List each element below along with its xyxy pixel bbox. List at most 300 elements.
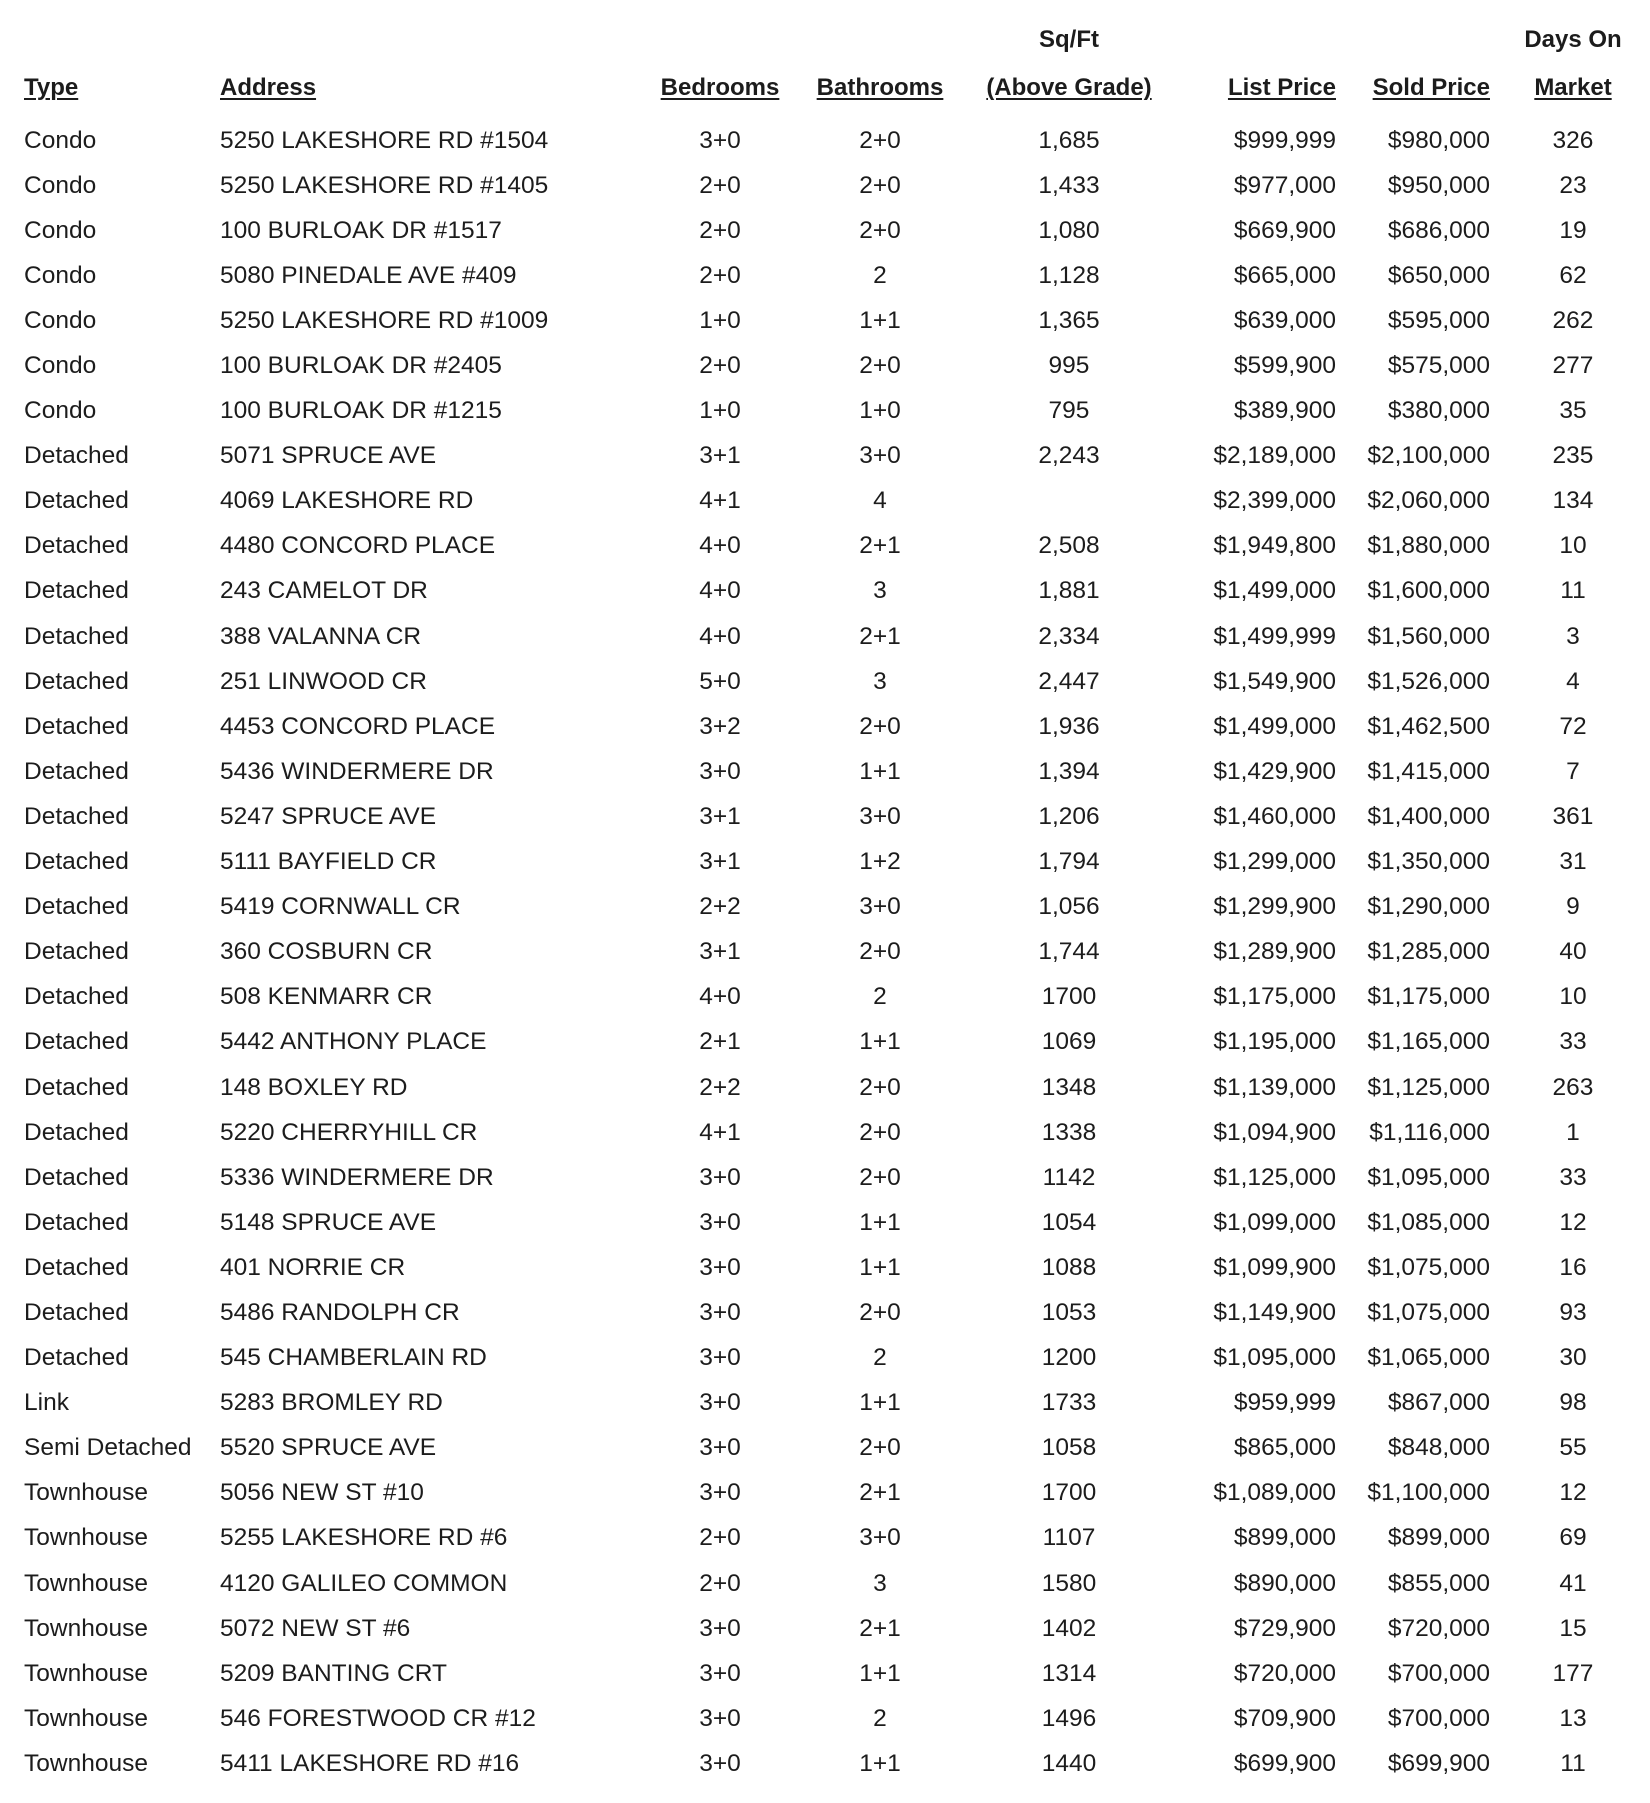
cell-type: Detached: [24, 983, 129, 1011]
cell-sqft: 1069: [1041, 1028, 1097, 1056]
cell-days-on-market: 1: [1566, 1118, 1580, 1146]
cell-type: Detached: [24, 442, 129, 470]
cell-bedrooms: 3+0: [699, 1163, 741, 1191]
cell-list-price: $599,900: [1233, 352, 1336, 380]
sold-listings-table: [12, 16, 1628, 1786]
cell-sold-price: $1,100,000: [1367, 1479, 1490, 1507]
cell-bedrooms: 3+0: [699, 757, 741, 785]
cell-days-on-market: 69: [1559, 1524, 1587, 1552]
cell-sold-price: $700,000: [1387, 1704, 1490, 1732]
cell-bedrooms: 1+0: [699, 306, 741, 334]
cell-days-on-market: 11: [1560, 577, 1586, 605]
cell-days-on-market: 177: [1552, 1659, 1594, 1687]
table-row: [12, 1606, 1628, 1651]
cell-bedrooms: 3+0: [699, 1479, 741, 1507]
table-row: [12, 1426, 1628, 1471]
cell-days-on-market: 33: [1559, 1028, 1587, 1056]
cell-sqft: 1700: [1041, 983, 1097, 1011]
cell-bathrooms: 2+0: [859, 1163, 901, 1191]
column-header-days-on-market: [1500, 16, 1628, 118]
cell-bathrooms: 1+0: [859, 397, 901, 425]
table-row: [12, 794, 1628, 839]
cell-sold-price: $1,065,000: [1367, 1344, 1490, 1372]
table-row: [12, 704, 1628, 749]
cell-sqft: 1,685: [1038, 126, 1100, 154]
cell-days-on-market: 326: [1552, 126, 1594, 154]
cell-sqft: 1,744: [1038, 938, 1100, 966]
cell-address: 251 LINWOOD CR: [220, 667, 427, 695]
cell-sqft: 1,881: [1038, 577, 1100, 605]
cell-address: 5220 CHERRYHILL CR: [220, 1118, 478, 1146]
cell-address: 545 CHAMBERLAIN RD: [220, 1344, 487, 1372]
cell-sqft: 1,365: [1038, 306, 1100, 334]
table-row: [12, 1696, 1628, 1741]
table-row: [12, 1020, 1628, 1065]
cell-sold-price: $1,095,000: [1367, 1163, 1490, 1191]
cell-sqft: 1338: [1041, 1118, 1097, 1146]
cell-bedrooms: 5+0: [699, 667, 741, 695]
cell-bedrooms: 2+0: [699, 1569, 741, 1597]
table-row: [12, 1561, 1628, 1606]
cell-bathrooms: 3+0: [859, 802, 901, 830]
cell-address: 5071 SPRUCE AVE: [220, 442, 437, 470]
cell-address: 5080 PINEDALE AVE #409: [220, 261, 517, 289]
cell-sold-price: $650,000: [1387, 261, 1490, 289]
table-row: [12, 118, 1628, 163]
cell-bedrooms: 3+1: [699, 802, 741, 830]
cell-sold-price: $1,290,000: [1367, 893, 1490, 921]
cell-sold-price: $855,000: [1387, 1569, 1490, 1597]
cell-address: 100 BURLOAK DR #1517: [220, 216, 502, 244]
cell-list-price: $1,149,900: [1213, 1298, 1336, 1326]
cell-bathrooms: 2: [873, 1344, 887, 1372]
cell-list-price: $1,175,000: [1213, 983, 1336, 1011]
cell-sqft: 1733: [1041, 1389, 1097, 1417]
column-header-sqft: [960, 16, 1178, 118]
cell-bedrooms: 4+1: [699, 1118, 741, 1146]
cell-days-on-market: 277: [1552, 352, 1594, 380]
cell-bathrooms: 2+0: [859, 352, 901, 380]
cell-bathrooms: 3+0: [859, 893, 901, 921]
table-row: [12, 1065, 1628, 1110]
cell-address: 5250 LAKESHORE RD #1009: [220, 306, 549, 334]
cell-sold-price: $1,400,000: [1367, 802, 1490, 830]
cell-bathrooms: 2: [873, 983, 887, 1011]
cell-list-price: $709,900: [1233, 1704, 1336, 1732]
cell-days-on-market: 12: [1559, 1208, 1587, 1236]
table-row: [12, 298, 1628, 343]
table-row: [12, 569, 1628, 614]
cell-type: Detached: [24, 1208, 129, 1236]
cell-sold-price: $899,000: [1387, 1524, 1490, 1552]
cell-list-price: $1,099,900: [1213, 1253, 1336, 1281]
cell-bathrooms: 2+0: [859, 171, 901, 199]
cell-days-on-market: 13: [1559, 1704, 1587, 1732]
table-row: [12, 885, 1628, 930]
cell-bedrooms: 4+0: [699, 532, 741, 560]
cell-type: Condo: [24, 171, 97, 199]
cell-days-on-market: 9: [1566, 893, 1580, 921]
cell-sqft: 2,508: [1038, 532, 1100, 560]
cell-address: 5072 NEW ST #6: [220, 1614, 411, 1642]
cell-list-price: $1,089,000: [1213, 1479, 1336, 1507]
cell-list-price: $1,099,000: [1213, 1208, 1336, 1236]
cell-bathrooms: 2: [873, 261, 887, 289]
cell-days-on-market: 4: [1566, 667, 1580, 695]
cell-type: Townhouse: [24, 1659, 148, 1687]
cell-bedrooms: 3+0: [699, 1253, 741, 1281]
cell-list-price: $720,000: [1233, 1659, 1336, 1687]
cell-sold-price: $1,125,000: [1367, 1073, 1490, 1101]
cell-sqft: 2,447: [1038, 667, 1100, 695]
cell-bedrooms: 3+1: [699, 848, 741, 876]
cell-bathrooms: 2+0: [859, 126, 901, 154]
cell-days-on-market: 33: [1559, 1163, 1587, 1191]
cell-type: Townhouse: [24, 1524, 148, 1552]
cell-sqft: 1142: [1042, 1163, 1096, 1191]
cell-type: Detached: [24, 1344, 129, 1372]
cell-bedrooms: 3+0: [699, 126, 741, 154]
cell-sold-price: $575,000: [1387, 352, 1490, 380]
cell-sqft: 1,794: [1038, 848, 1100, 876]
cell-sqft: 1,433: [1038, 171, 1100, 199]
cell-address: 5442 ANTHONY PLACE: [220, 1028, 487, 1056]
cell-type: Condo: [24, 261, 97, 289]
cell-address: 388 VALANNA CR: [220, 622, 422, 650]
cell-days-on-market: 93: [1559, 1298, 1587, 1326]
cell-bathrooms: 3: [873, 667, 887, 695]
cell-bathrooms: 1+1: [859, 1253, 901, 1281]
cell-sqft: 1200: [1041, 1344, 1097, 1372]
cell-type: Condo: [24, 306, 97, 334]
cell-sqft: 1088: [1041, 1253, 1097, 1281]
cell-list-price: $899,000: [1233, 1524, 1336, 1552]
cell-sold-price: $1,526,000: [1367, 667, 1490, 695]
cell-sold-price: $1,165,000: [1367, 1028, 1490, 1056]
cell-days-on-market: 31: [1559, 848, 1587, 876]
cell-address: 5148 SPRUCE AVE: [220, 1208, 437, 1236]
table-row: [12, 343, 1628, 388]
cell-address: 5255 LAKESHORE RD #6: [220, 1524, 508, 1552]
table-row: [12, 1245, 1628, 1290]
cell-address: 148 BOXLEY RD: [220, 1073, 408, 1101]
cell-address: 4480 CONCORD PLACE: [220, 532, 496, 560]
cell-days-on-market: 12: [1559, 1479, 1587, 1507]
cell-bedrooms: 2+0: [699, 216, 741, 244]
cell-sqft: 1348: [1041, 1073, 1097, 1101]
cell-sqft: 1440: [1041, 1749, 1097, 1777]
cell-list-price: $1,429,900: [1213, 757, 1336, 785]
cell-bedrooms: 3+0: [699, 1704, 741, 1732]
cell-type: Detached: [24, 757, 129, 785]
cell-type: Condo: [24, 126, 97, 154]
cell-bedrooms: 3+0: [699, 1434, 741, 1462]
table-row: [12, 479, 1628, 524]
cell-sold-price: $720,000: [1387, 1614, 1490, 1642]
cell-type: Detached: [24, 1298, 129, 1326]
cell-sqft: 1,080: [1038, 216, 1100, 244]
table-row: [12, 975, 1628, 1020]
table-row: [12, 1651, 1628, 1696]
cell-list-price: $639,000: [1233, 306, 1336, 334]
cell-bedrooms: 3+0: [699, 1614, 741, 1642]
cell-address: 5250 LAKESHORE RD #1405: [220, 171, 549, 199]
cell-days-on-market: 72: [1559, 712, 1587, 740]
cell-type: Semi Detached: [24, 1434, 192, 1462]
cell-list-price: $2,189,000: [1213, 442, 1336, 470]
cell-list-price: $1,949,800: [1213, 532, 1336, 560]
cell-sqft: 995: [1048, 352, 1090, 380]
cell-bedrooms: 3+0: [699, 1389, 741, 1417]
cell-days-on-market: 98: [1559, 1389, 1587, 1417]
cell-address: 5336 WINDERMERE DR: [220, 1163, 494, 1191]
cell-bedrooms: 3+0: [699, 1659, 741, 1687]
cell-sqft: 1,394: [1038, 757, 1100, 785]
cell-sold-price: $1,116,000: [1369, 1118, 1490, 1146]
column-header-bedrooms: Bedrooms: [660, 74, 780, 101]
cell-days-on-market: 7: [1566, 757, 1580, 785]
cell-days-on-market: 16: [1559, 1253, 1587, 1281]
cell-address: 5419 CORNWALL CR: [220, 893, 461, 921]
cell-sold-price: $686,000: [1387, 216, 1490, 244]
cell-bathrooms: 2+1: [859, 622, 901, 650]
cell-days-on-market: 361: [1552, 802, 1594, 830]
column-header-dom-line1: Days On: [1524, 26, 1622, 53]
cell-list-price: $669,900: [1233, 216, 1336, 244]
cell-bedrooms: 3+0: [699, 1749, 741, 1777]
cell-bathrooms: 2+1: [859, 1479, 901, 1507]
cell-sold-price: $1,075,000: [1367, 1298, 1490, 1326]
cell-bedrooms: 4+1: [699, 487, 741, 515]
table-row: [12, 163, 1628, 208]
table-row: [12, 1741, 1628, 1786]
cell-address: 360 COSBURN CR: [220, 938, 433, 966]
table-row: [12, 253, 1628, 298]
cell-list-price: $1,549,900: [1213, 667, 1336, 695]
cell-sqft: 1580: [1041, 1569, 1097, 1597]
cell-list-price: $665,000: [1233, 261, 1336, 289]
cell-list-price: $1,299,000: [1213, 848, 1336, 876]
cell-type: Condo: [24, 352, 97, 380]
cell-list-price: $1,139,000: [1213, 1073, 1336, 1101]
cell-address: 5111 BAYFIELD CR: [220, 848, 437, 876]
cell-type: Detached: [24, 938, 129, 966]
cell-bathrooms: 4: [873, 487, 887, 515]
cell-list-price: $1,095,000: [1213, 1344, 1336, 1372]
cell-list-price: $1,499,999: [1213, 622, 1336, 650]
cell-list-price: $1,299,900: [1213, 893, 1336, 921]
cell-sqft: 1107: [1042, 1524, 1096, 1552]
cell-type: Detached: [24, 1163, 129, 1191]
cell-type: Townhouse: [24, 1479, 148, 1507]
cell-sqft: 1314: [1041, 1659, 1097, 1687]
cell-list-price: $389,900: [1233, 397, 1336, 425]
cell-bathrooms: 2+0: [859, 1073, 901, 1101]
table-row: [12, 1516, 1628, 1561]
cell-address: 100 BURLOAK DR #1215: [220, 397, 502, 425]
cell-address: 5250 LAKESHORE RD #1504: [220, 126, 549, 154]
cell-bathrooms: 1+2: [859, 848, 901, 876]
cell-address: 5520 SPRUCE AVE: [220, 1434, 437, 1462]
cell-sqft: [960, 479, 1178, 524]
cell-bedrooms: 1+0: [699, 397, 741, 425]
cell-bedrooms: 2+0: [699, 352, 741, 380]
cell-sqft: 1,128: [1038, 261, 1100, 289]
cell-type: Detached: [24, 1028, 129, 1056]
cell-sqft: 1,936: [1038, 712, 1100, 740]
cell-list-price: $977,000: [1233, 171, 1336, 199]
cell-type: Detached: [24, 1118, 129, 1146]
cell-list-price: $729,900: [1233, 1614, 1336, 1642]
cell-sold-price: $1,175,000: [1367, 983, 1490, 1011]
cell-sqft: 1053: [1041, 1298, 1097, 1326]
table-row: [12, 840, 1628, 885]
table-row: [12, 434, 1628, 479]
cell-type: Detached: [24, 1253, 129, 1281]
table-row: [12, 1471, 1628, 1516]
cell-bedrooms: 3+2: [699, 712, 741, 740]
cell-bedrooms: 2+2: [699, 893, 741, 921]
cell-bedrooms: 2+1: [699, 1028, 741, 1056]
cell-sold-price: $848,000: [1387, 1434, 1490, 1462]
cell-days-on-market: 263: [1552, 1073, 1594, 1101]
cell-bathrooms: 1+1: [859, 757, 901, 785]
table-row: [12, 208, 1628, 253]
table-row: [12, 659, 1628, 704]
column-header-sold-price: Sold Price: [1372, 74, 1490, 101]
cell-bathrooms: 3+0: [859, 442, 901, 470]
cell-bathrooms: 2+0: [859, 1298, 901, 1326]
cell-bathrooms: 2+0: [859, 216, 901, 244]
table-row: [12, 1381, 1628, 1426]
cell-bedrooms: 2+2: [699, 1073, 741, 1101]
cell-bedrooms: 2+0: [699, 1524, 741, 1552]
cell-list-price: $699,900: [1233, 1749, 1336, 1777]
cell-type: Condo: [24, 397, 97, 425]
cell-type: Link: [24, 1389, 69, 1417]
column-header-bathrooms: Bathrooms: [816, 74, 944, 101]
cell-type: Detached: [24, 802, 129, 830]
cell-address: 5411 LAKESHORE RD #16: [220, 1749, 520, 1777]
cell-days-on-market: 134: [1552, 487, 1594, 515]
cell-bathrooms: 1+1: [859, 306, 901, 334]
cell-address: 5209 BANTING CRT: [220, 1659, 447, 1687]
cell-sold-price: $950,000: [1387, 171, 1490, 199]
cell-list-price: $890,000: [1233, 1569, 1336, 1597]
cell-address: 5283 BROMLEY RD: [220, 1389, 443, 1417]
cell-bedrooms: 3+0: [699, 1344, 741, 1372]
cell-address: 100 BURLOAK DR #2405: [220, 352, 502, 380]
cell-bathrooms: 2+1: [859, 1614, 901, 1642]
cell-days-on-market: 23: [1559, 171, 1587, 199]
cell-type: Detached: [24, 893, 129, 921]
cell-type: Townhouse: [24, 1569, 148, 1597]
cell-days-on-market: 15: [1559, 1614, 1587, 1642]
cell-list-price: $1,125,000: [1213, 1163, 1336, 1191]
cell-sold-price: $1,350,000: [1367, 848, 1490, 876]
cell-type: Detached: [24, 577, 129, 605]
cell-sold-price: $980,000: [1387, 126, 1490, 154]
cell-bedrooms: 4+0: [699, 577, 741, 605]
cell-bathrooms: 2+0: [859, 1434, 901, 1462]
cell-type: Townhouse: [24, 1614, 148, 1642]
cell-sqft: 1402: [1041, 1614, 1097, 1642]
cell-list-price: $1,094,900: [1213, 1118, 1336, 1146]
table-row: [12, 1290, 1628, 1335]
table-row: [12, 1200, 1628, 1245]
cell-address: 4069 LAKESHORE RD: [220, 487, 474, 515]
cell-days-on-market: 55: [1559, 1434, 1587, 1462]
cell-bathrooms: 3: [873, 577, 887, 605]
table-header: [12, 16, 1628, 118]
column-header-address: Address: [220, 74, 317, 101]
cell-address: 4453 CONCORD PLACE: [220, 712, 496, 740]
table-row: [12, 1155, 1628, 1200]
cell-days-on-market: 3: [1566, 622, 1580, 650]
cell-days-on-market: 10: [1559, 532, 1587, 560]
table-row: [12, 930, 1628, 975]
table-row: [12, 389, 1628, 434]
cell-bathrooms: 2+1: [859, 532, 901, 560]
cell-type: Detached: [24, 712, 129, 740]
cell-sold-price: $2,100,000: [1367, 442, 1490, 470]
cell-bedrooms: 3+1: [699, 442, 741, 470]
cell-sqft: 2,243: [1038, 442, 1100, 470]
cell-address: 5486 RANDOLPH CR: [220, 1298, 460, 1326]
cell-bathrooms: 3+0: [859, 1524, 901, 1552]
cell-sqft: 1,056: [1038, 893, 1100, 921]
cell-sold-price: $380,000: [1387, 397, 1490, 425]
cell-type: Detached: [24, 667, 129, 695]
cell-bathrooms: 2+0: [859, 938, 901, 966]
cell-sold-price: $2,060,000: [1367, 487, 1490, 515]
cell-bathrooms: 2: [873, 1704, 887, 1732]
cell-address: 546 FORESTWOOD CR #12: [220, 1704, 536, 1732]
table-row: [12, 524, 1628, 569]
cell-days-on-market: 41: [1559, 1569, 1587, 1597]
cell-bedrooms: 4+0: [699, 622, 741, 650]
cell-type: Detached: [24, 487, 129, 515]
table-row: [12, 749, 1628, 794]
cell-sold-price: $1,285,000: [1367, 938, 1490, 966]
cell-bathrooms: 1+1: [859, 1749, 901, 1777]
cell-list-price: $2,399,000: [1213, 487, 1336, 515]
cell-list-price: $1,195,000: [1213, 1028, 1336, 1056]
cell-sqft: 2,334: [1038, 622, 1100, 650]
cell-bedrooms: 2+0: [699, 261, 741, 289]
cell-address: 401 NORRIE CR: [220, 1253, 406, 1281]
cell-address: 4120 GALILEO COMMON: [220, 1569, 508, 1597]
cell-bedrooms: 3+0: [699, 1208, 741, 1236]
cell-bathrooms: 1+1: [859, 1389, 901, 1417]
table-row: [12, 1110, 1628, 1155]
cell-sold-price: $1,075,000: [1367, 1253, 1490, 1281]
cell-type: Condo: [24, 216, 97, 244]
cell-list-price: $1,499,000: [1213, 712, 1336, 740]
cell-list-price: $1,289,900: [1213, 938, 1336, 966]
cell-bathrooms: 1+1: [859, 1028, 901, 1056]
cell-address: 243 CAMELOT DR: [220, 577, 428, 605]
cell-sold-price: $1,462,500: [1367, 712, 1490, 740]
cell-list-price: $959,999: [1233, 1389, 1336, 1417]
cell-type: Detached: [24, 1073, 129, 1101]
column-header-sqft-line2: (Above Grade): [986, 74, 1152, 101]
cell-bedrooms: 3+0: [699, 1298, 741, 1326]
cell-list-price: $865,000: [1233, 1434, 1336, 1462]
cell-days-on-market: 10: [1559, 983, 1587, 1011]
cell-type: Townhouse: [24, 1749, 148, 1777]
table-body: [12, 118, 1628, 1786]
